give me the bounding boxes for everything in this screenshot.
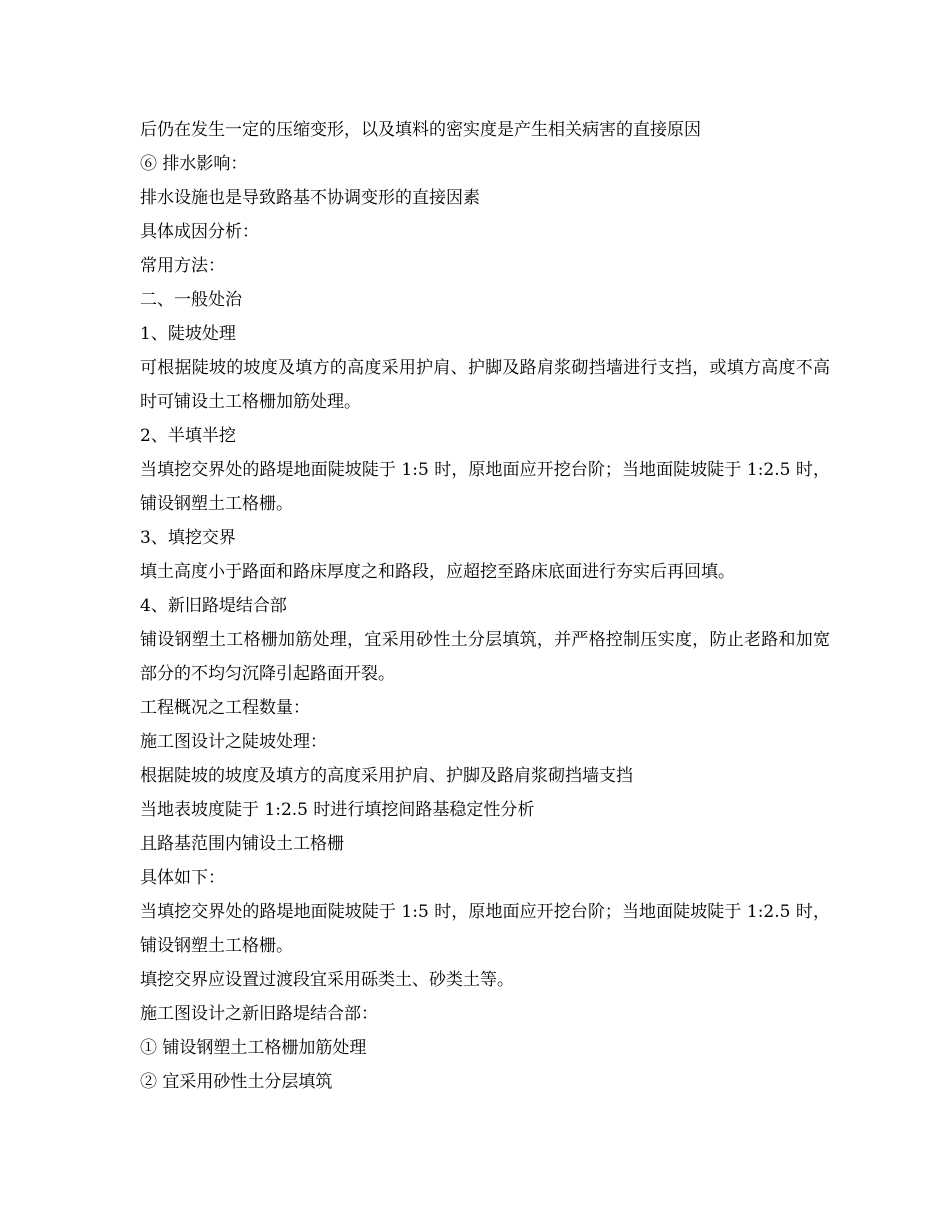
section-heading: 二、一般处治 [140,290,242,310]
text-line: 具体成因分析： [140,222,259,242]
text-line: 常用方法： [140,256,225,276]
text-line: 排水设施也是导致路基不协调变形的直接因素 [140,188,480,208]
subsection-heading: 4、新旧路堤结合部 [140,596,287,616]
subsection-heading: 2、半填半挖 [140,426,236,446]
text-line: 填土高度小于路面和路床厚度之和路段，应超挖至路床底面进行夯实后再回填。 [140,562,735,582]
subsection-heading: 1、陡坡处理 [140,324,236,344]
text-paragraph: 当填挖交界处的路堤地面陡坡陡于 1:5 时，原地面应开挖台阶；当地面陡坡陡于 1:2.5 时，铺设钢塑土工格栅。 [140,460,830,514]
text-paragraph: 当填挖交界处的路堤地面陡坡陡于 1:5 时，原地面应开挖台阶；当地面陡坡陡于 1:2.5 时，铺设钢塑土工格栅。 [140,902,830,956]
text-paragraph: 铺设钢塑土工格栅加筋处理，宜采用砂性土分层填筑，并严格控制压实度，防止老路和加宽部分的不均匀沉降引起路面开裂。 [140,630,830,684]
text-line: ⑥ 排水影响： [140,154,248,174]
document-body [140,113,830,1099]
text-line: 具体如下： [140,868,225,888]
text-paragraph: 可根据陡坡的坡度及填方的高度采用护肩、护脚及路肩浆砌挡墙进行支挡，或填方高度不高时可铺设土工格栅加筋处理。 [140,358,830,412]
text-line: 工程概况之工程数量： [140,698,310,718]
text-line: 根据陡坡的坡度及填方的高度采用护肩、护脚及路肩浆砌挡墙支挡 [140,766,633,786]
text-line: 当地表坡度陡于 1:2.5 时进行填挖间路基稳定性分析 [140,800,535,820]
text-line: 且路基范围内铺设土工格栅 [140,834,344,854]
text-line: 填挖交界应设置过渡段宜采用砾类土、砂类土等。 [140,970,514,990]
text-line: 施工图设计之新旧路堤结合部： [140,1004,378,1024]
subsection-heading: 3、填挖交界 [140,528,236,548]
list-item: ① 铺设钢塑土工格栅加筋处理 [140,1038,367,1058]
list-item: ② 宜采用砂性土分层填筑 [140,1072,333,1092]
text-line: 后仍在发生一定的压缩变形，以及填料的密实度是产生相关病害的直接原因 [140,120,701,140]
text-line: 施工图设计之陡坡处理： [140,732,327,752]
